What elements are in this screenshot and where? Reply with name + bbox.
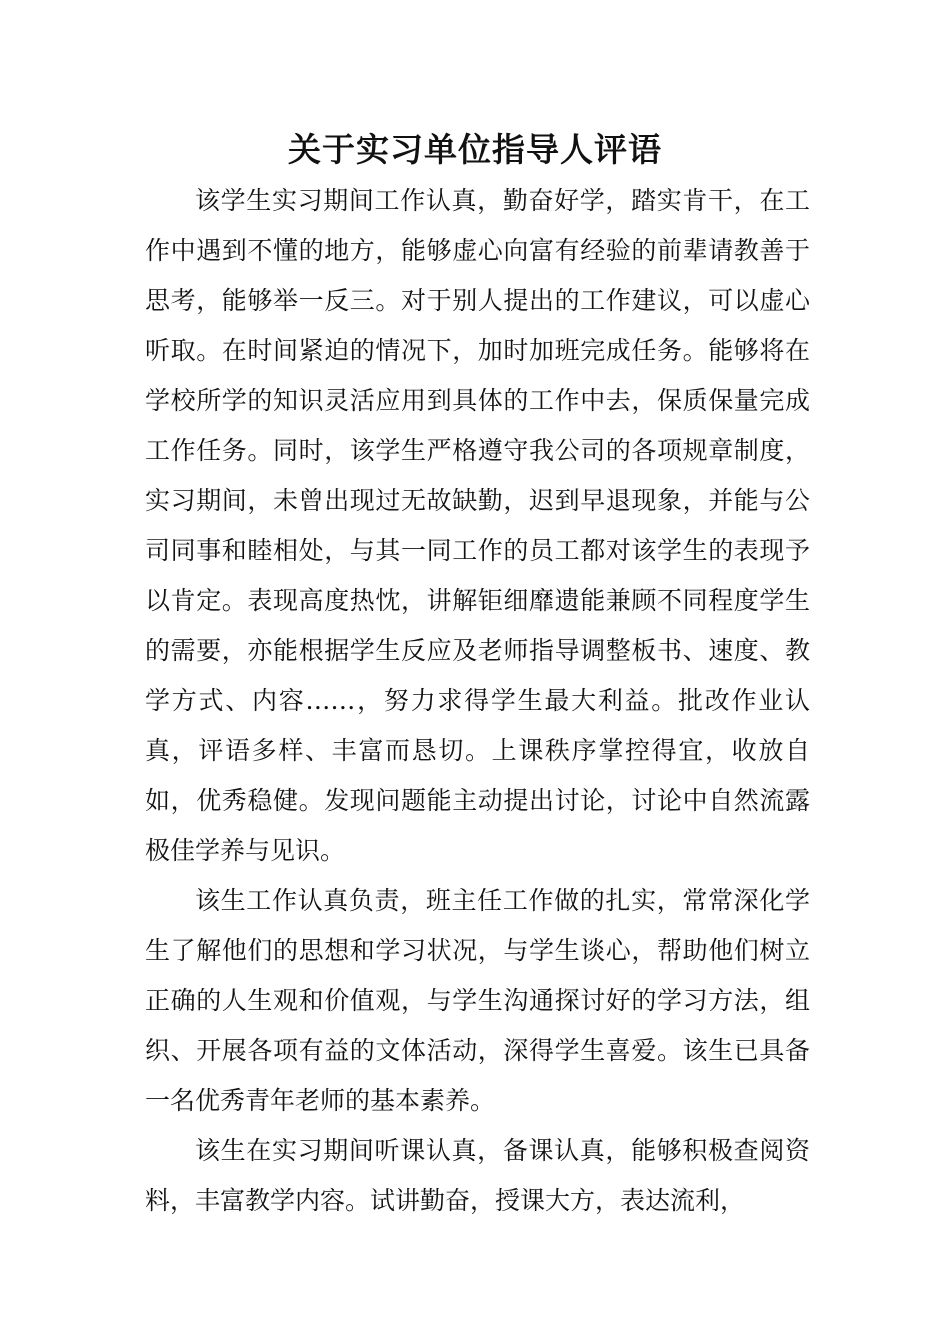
- paragraph-1: 该学生实习期间工作认真，勤奋好学，踏实肯干，在工作中遇到不懂的地方，能够虚心向富有经验的前辈请教善于思考，能够举一反三。对于别人提出的工作建议，可以虚心听取。在时间紧迫的情况下，加时加班完成任务。能够将在学校所学的知识灵活应用到具体的工作中去，保质保量完成工作任务。同时，该学生严格遵守我公司的各项规章制度，实习期间，未曾出现过无故缺勤，迟到早退现象，并能与公司同事和睦相处，与其一同工作的员工都对该学生的表现予以肯定。表现高度热忱，讲解钜细靡遗能兼顾不同程度学生的需要，亦能根据学生反应及老师指导调整板书、速度、教学方式、内容……，努力求得学生最大利益。批改作业认真，评语多样、丰富而恳切。上课秩序掌控得宜，收放自如，优秀稳健。发现问题能主动提出讨论，讨论中自然流露极佳学养与见识。: [145, 186, 810, 865]
- paragraph-2: 该生工作认真负责，班主任工作做的扎实，常常深化学生了解他们的思想和学习状况，与学生谈心，帮助他们树立正确的人生观和价值观，与学生沟通探讨好的学习方法，组织、开展各项有益的文体活动，深得学生喜爱。该生已具备一名优秀青年老师的基本素养。: [145, 886, 810, 1115]
- document-body: [145, 176, 810, 1226]
- paragraph-3: 该生在实习期间听课认真，备课认真，能够积极查阅资料，丰富教学内容。试讲勤奋，授课大方，表达流利，: [145, 1136, 810, 1215]
- document-title: 关于实习单位指导人评语: [288, 130, 662, 169]
